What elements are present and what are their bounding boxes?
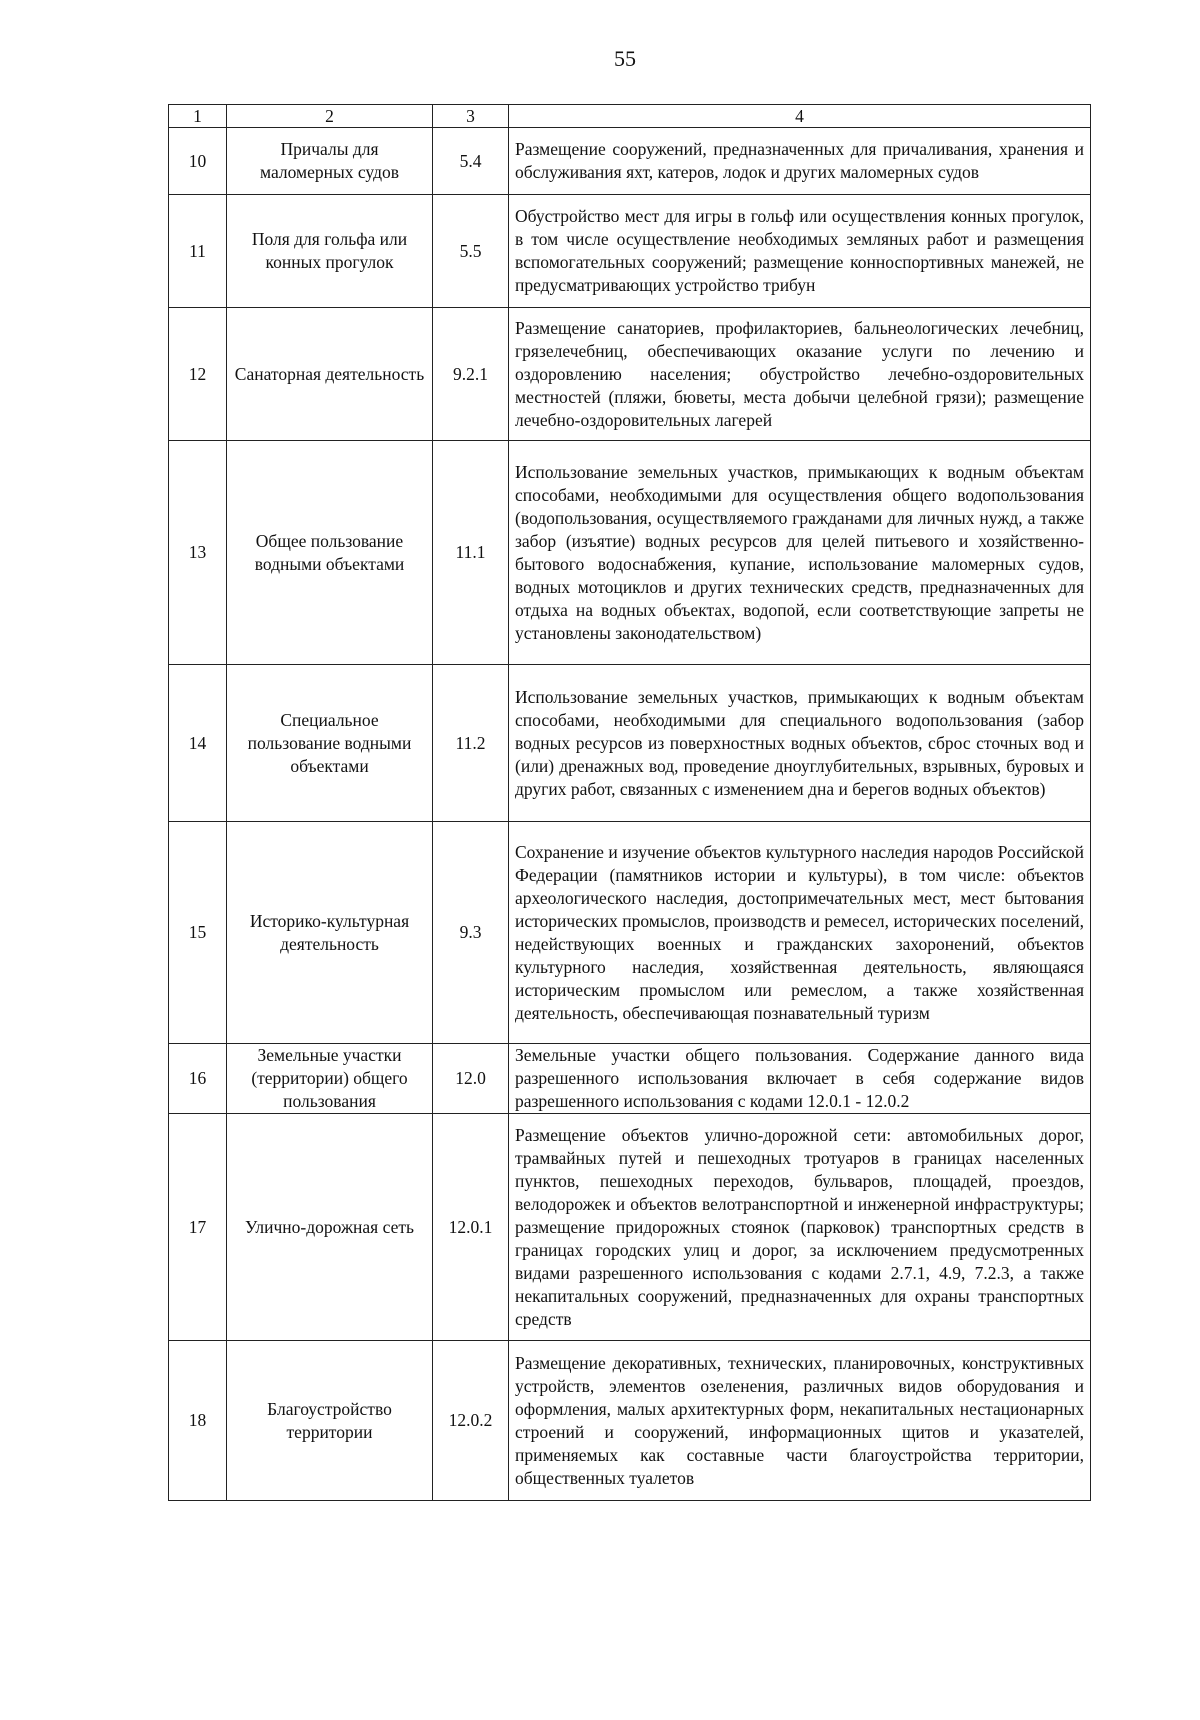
use-type-description: Размещение сооружений, предназначенных для причаливания, хранения и обслуживания яхт, катеров, лодок и других маломерных судов bbox=[509, 128, 1091, 195]
use-type-code: 12.0.2 bbox=[433, 1341, 509, 1501]
use-type-description: Размещение объектов улично-дорожной сети: автомобильных дорог, трамвайных путей и пешеходных тротуаров в границах населенных пунктов, пешеходных переходов, бульваров, площадей, проездов, велодорожек и объектов велотранспортной и инженерной инфраструктуры; размещение придорожных стоянок (парковок) транспортных средств в границах городских улиц и дорог, за исключением предусмотренных видами разрешенного использования с кодами 2.7.1, 4.9, 7.2.3, а также некапитальных сооружений, предназначенных для охраны транспортных средств bbox=[509, 1114, 1091, 1341]
table-row bbox=[169, 822, 1091, 1044]
use-type-code: 11.2 bbox=[433, 665, 509, 822]
use-type-name: Поля для гольфа или конных прогулок bbox=[227, 195, 433, 308]
row-number: 10 bbox=[169, 128, 227, 195]
row-number: 13 bbox=[169, 441, 227, 665]
use-type-code: 5.4 bbox=[433, 128, 509, 195]
table-row bbox=[169, 665, 1091, 822]
table-row bbox=[169, 128, 1091, 195]
use-type-description: Земельные участки общего пользования. Содержание данного вида разрешенного использования включает в себя содержание видов разрешенного использования с кодами 12.0.1 - 12.0.2 bbox=[509, 1044, 1091, 1114]
row-number: 18 bbox=[169, 1341, 227, 1501]
table-header-row bbox=[169, 105, 1091, 128]
use-type-description: Использование земельных участков, примыкающих к водным объектам способами, необходимыми для специального водопользования (забор водных ресурсов из поверхностных водных объектов, сброс сточных вод и (или) дренажных вод, проведение дноуглубительных, взрывных, буровых и других работ, связанных с изменением дна и берегов водных объектов) bbox=[509, 665, 1091, 822]
use-type-code: 5.5 bbox=[433, 195, 509, 308]
use-type-name: Причалы для маломерных судов bbox=[227, 128, 433, 195]
land-use-table bbox=[168, 104, 1091, 1501]
use-type-description: Использование земельных участков, примыкающих к водным объектам способами, необходимыми для осуществления общего водопользования (водопользования, осуществляемого гражданами для личных нужд, а также забор (изъятие) водных ресурсов для целей питьевого и хозяйственно-бытового водоснабжения, купание, использование маломерных судов, водных мотоциклов и других технических средств, предназначенных для отдыха на водных объектах, водопой, если соответствующие запреты не установлены законодательством) bbox=[509, 441, 1091, 665]
use-type-name: Улично-дорожная сеть bbox=[227, 1114, 433, 1341]
row-number: 15 bbox=[169, 822, 227, 1044]
use-type-code: 12.0 bbox=[433, 1044, 509, 1114]
use-type-code: 11.1 bbox=[433, 441, 509, 665]
use-type-name: Санаторная деятельность bbox=[227, 308, 433, 441]
row-number: 12 bbox=[169, 308, 227, 441]
use-type-code: 9.2.1 bbox=[433, 308, 509, 441]
use-type-description: Размещение санаториев, профилакториев, бальнеологических лечебниц, грязелечебниц, обеспечивающих оказание услуги по лечению и оздоровлению населения; обустройство лечебно-оздоровительных местностей (пляжи, бюветы, места добычи целебной грязи); размещение лечебно-оздоровительных лагерей bbox=[509, 308, 1091, 441]
row-number: 16 bbox=[169, 1044, 227, 1114]
table-row bbox=[169, 1114, 1091, 1341]
table-row bbox=[169, 1044, 1091, 1114]
column-header-1: 1 bbox=[169, 105, 227, 128]
use-type-description: Размещение декоративных, технических, планировочных, конструктивных устройств, элементов озеленения, различных видов оборудования и оформления, малых архитектурных форм, некапитальных нестационарных строений и сооружений, информационных щитов и указателей, применяемых как составные части благоустройства территории, общественных туалетов bbox=[509, 1341, 1091, 1501]
table-row bbox=[169, 308, 1091, 441]
table-row bbox=[169, 441, 1091, 665]
use-type-code: 12.0.1 bbox=[433, 1114, 509, 1341]
use-type-description: Обустройство мест для игры в гольф или осуществления конных прогулок, в том числе осуществление необходимых земляных работ и размещения вспомогательных сооружений; размещение конноспортивных манежей, не предусматривающих устройство трибун bbox=[509, 195, 1091, 308]
table-row bbox=[169, 1341, 1091, 1501]
use-type-name: Специальное пользование водными объектами bbox=[227, 665, 433, 822]
row-number: 17 bbox=[169, 1114, 227, 1341]
use-type-name: Историко-культурная деятельность bbox=[227, 822, 433, 1044]
column-header-4: 4 bbox=[509, 105, 1091, 128]
table-row bbox=[169, 195, 1091, 308]
use-type-name: Общее пользование водными объектами bbox=[227, 441, 433, 665]
use-type-name: Земельные участки (территории) общего пользования bbox=[227, 1044, 433, 1114]
column-header-3: 3 bbox=[433, 105, 509, 128]
row-number: 11 bbox=[169, 195, 227, 308]
page-number: 55 bbox=[614, 46, 636, 71]
use-type-description: Сохранение и изучение объектов культурного наследия народов Российской Федерации (памятников истории и культуры), в том числе: объектов археологического наследия, достопримечательных мест, мест бытования исторических промыслов, производств и ремесел, исторических поселений, недействующих военных и гражданских захоронений, объектов культурного наследия, хозяйственная деятельность, являющаяся историческим промыслом или ремеслом, а также хозяйственная деятельность, обеспечивающая познавательный туризм bbox=[509, 822, 1091, 1044]
use-type-code: 9.3 bbox=[433, 822, 509, 1044]
use-type-name: Благоустройство территории bbox=[227, 1341, 433, 1501]
column-header-2: 2 bbox=[227, 105, 433, 128]
row-number: 14 bbox=[169, 665, 227, 822]
